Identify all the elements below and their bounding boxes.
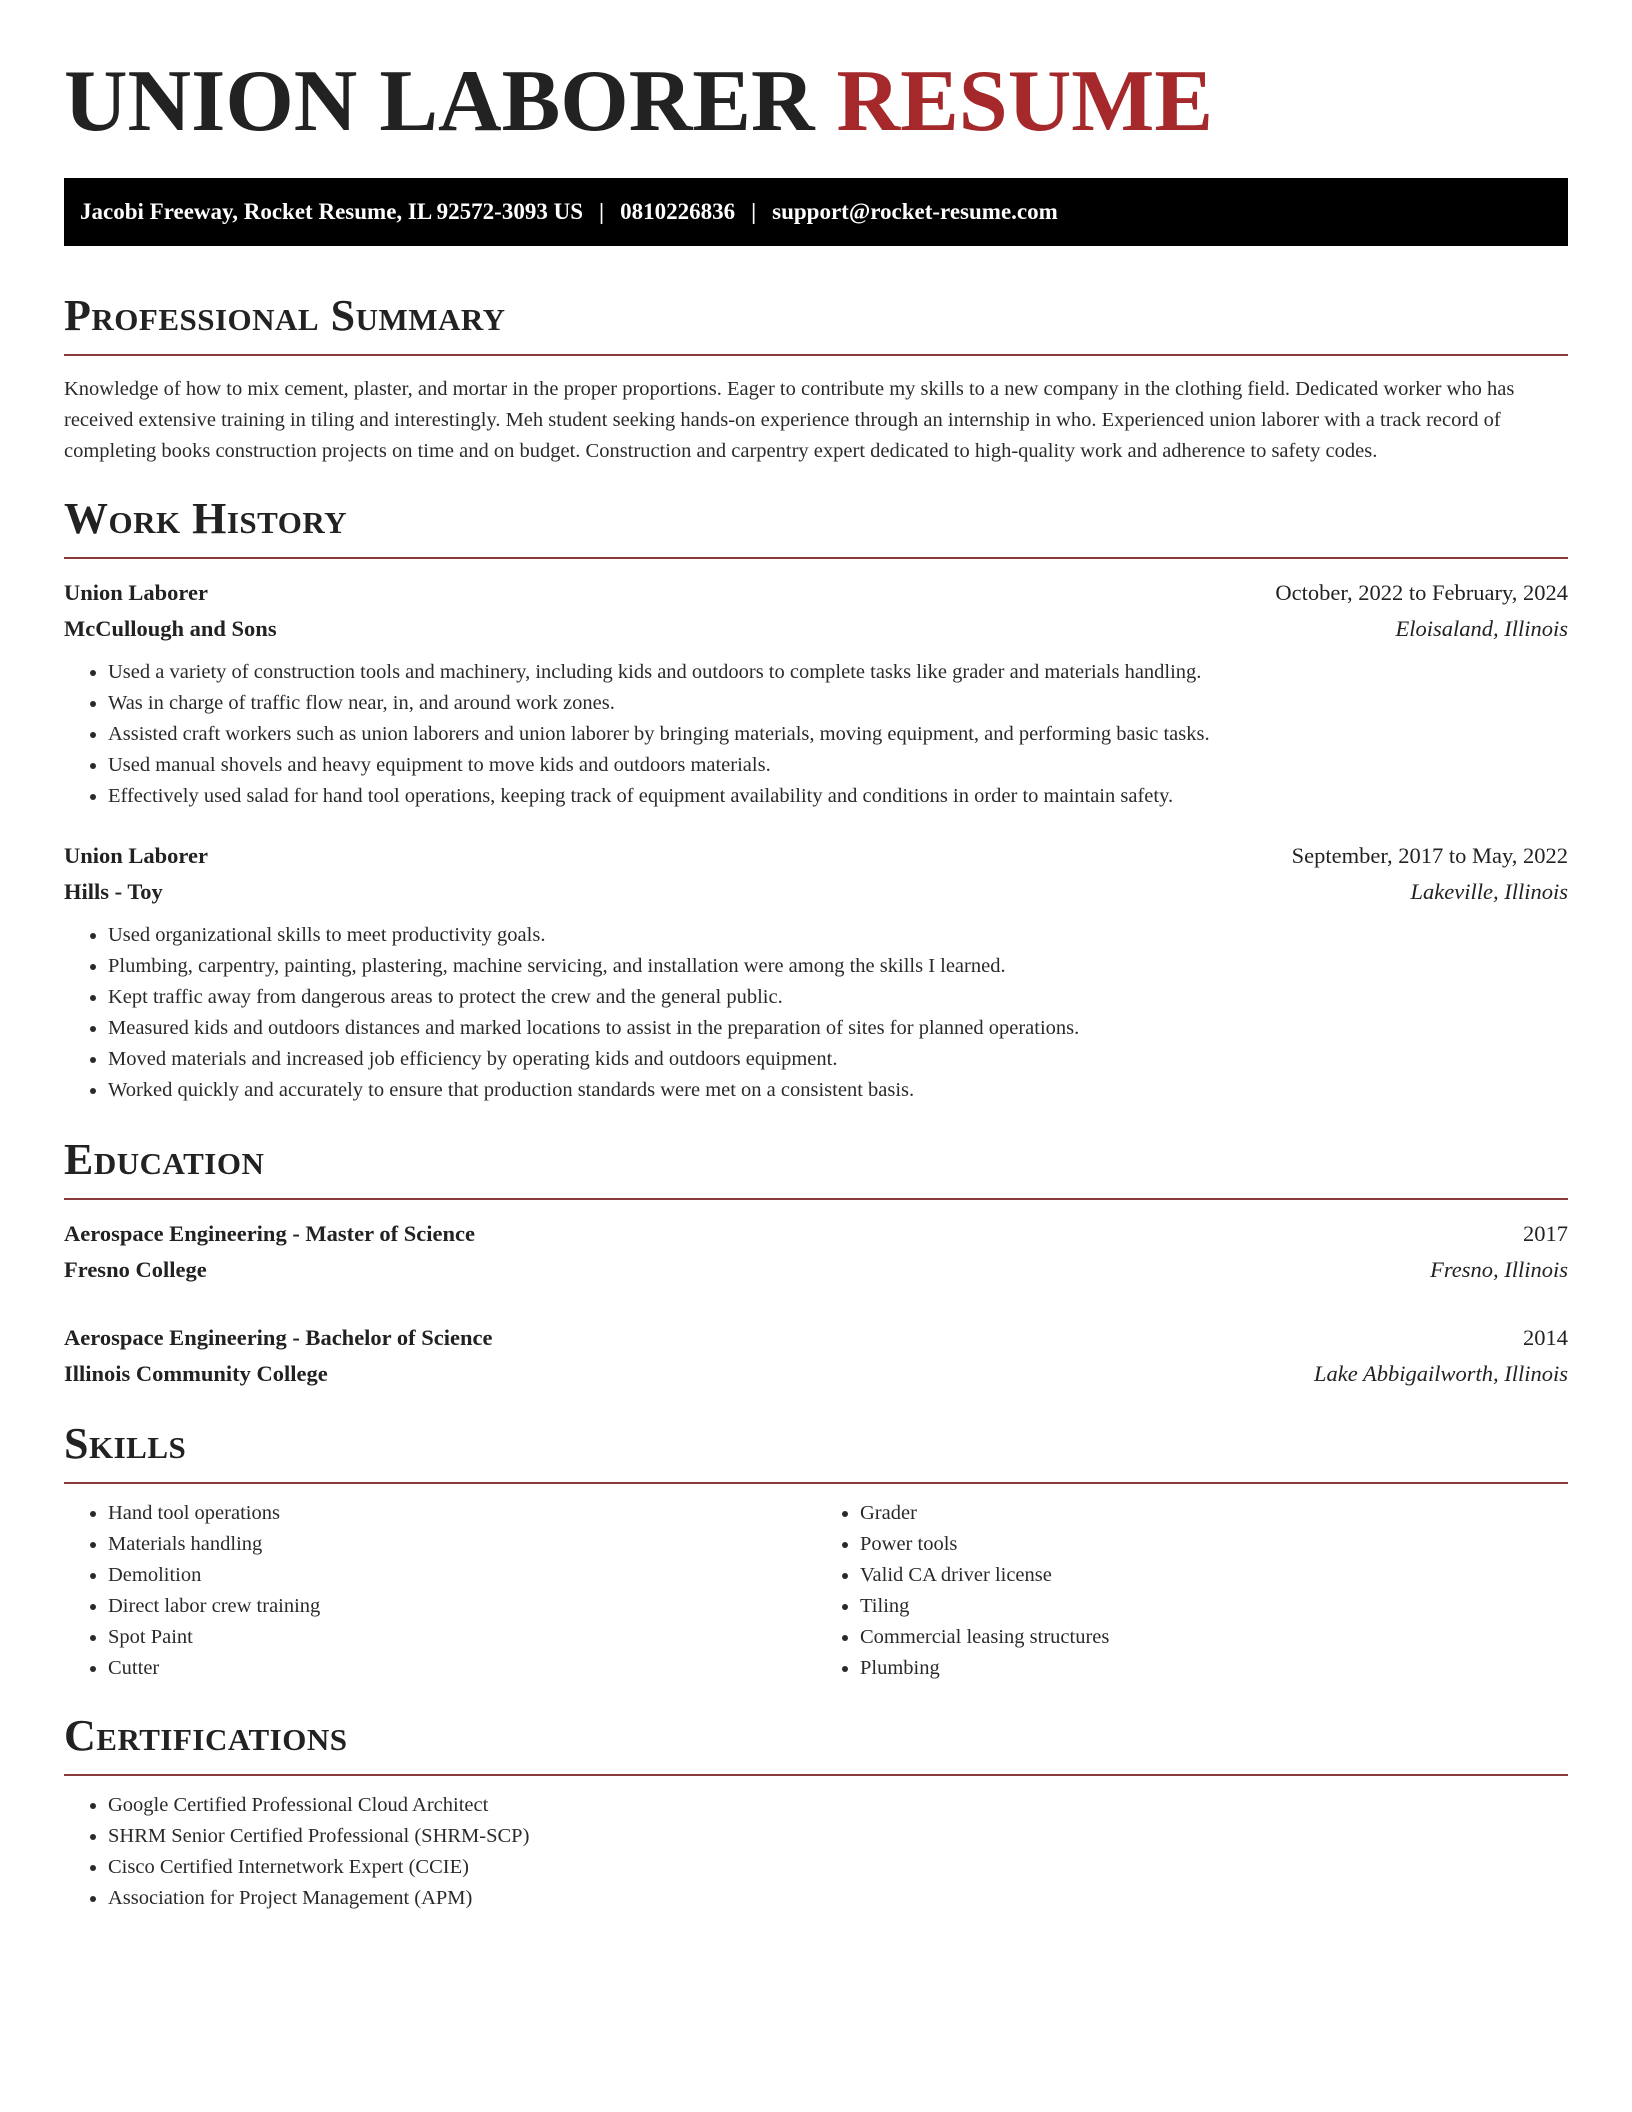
skills-list-right	[816, 1498, 1568, 1684]
job-location: Lakeville, Illinois	[1410, 879, 1568, 904]
list-item: • Google Certified Professional Cloud Architect	[108, 1790, 1568, 1821]
section-title-education: Education	[64, 1135, 265, 1184]
education-school-row	[64, 1356, 1568, 1392]
job-company: Hills - Toy	[64, 879, 163, 904]
job-bullets	[64, 657, 1568, 812]
job-role: Union Laborer	[64, 580, 208, 605]
education-section	[64, 1134, 1568, 1392]
job-dates: October, 2022 to February, 2024	[1275, 580, 1568, 605]
certifications-list	[64, 1790, 1568, 1914]
section-title-skills: Skills	[64, 1419, 187, 1468]
list-item: • Power tools	[860, 1529, 1568, 1560]
education-degree-row	[64, 1216, 1568, 1252]
list-item: • Worked quickly and accurately to ensure that production standards were met on a consistent basis.	[108, 1075, 1568, 1106]
list-item: • Grader	[860, 1498, 1568, 1529]
education-degree: Aerospace Engineering - Bachelor of Science	[64, 1325, 493, 1350]
list-item: • SHRM Senior Certified Professional (SHRM-SCP)	[108, 1821, 1568, 1852]
contact-address: Jacobi Freeway, Rocket Resume, IL 92572-3093 US	[80, 199, 583, 224]
contact-separator: |	[598, 199, 605, 224]
section-divider	[64, 1774, 1568, 1776]
job-dates: September, 2017 to May, 2022	[1291, 843, 1568, 868]
job-header-row	[64, 575, 1568, 611]
section-divider	[64, 557, 1568, 559]
list-item: • Plumbing	[860, 1653, 1568, 1684]
list-item: • Hand tool operations	[108, 1498, 816, 1529]
list-item: • Was in charge of traffic flow near, in, and around work zones.	[108, 688, 1568, 719]
section-title-certifications: Certifications	[64, 1711, 348, 1760]
job-company: McCullough and Sons	[64, 616, 277, 641]
education-school-row	[64, 1252, 1568, 1288]
list-item: • Cisco Certified Internetwork Expert (CCIE)	[108, 1852, 1568, 1883]
list-item: • Kept traffic away from dangerous areas to protect the crew and the general public.	[108, 982, 1568, 1013]
education-entry	[64, 1216, 1568, 1288]
contact-bar	[64, 178, 1568, 246]
list-item: • Spot Paint	[108, 1622, 816, 1653]
list-item: • Plumbing, carpentry, painting, plastering, machine servicing, and installation were among the skills I learned.	[108, 951, 1568, 982]
job-role: Union Laborer	[64, 843, 208, 868]
list-item: • Used manual shovels and heavy equipment to move kids and outdoors materials.	[108, 750, 1568, 781]
list-item: • Direct labor crew training	[108, 1591, 816, 1622]
list-item: • Moved materials and increased job efficiency by operating kids and outdoors equipment.	[108, 1044, 1568, 1075]
list-item: • Valid CA driver license	[860, 1560, 1568, 1591]
list-item: • Effectively used salad for hand tool operations, keeping track of equipment availability and conditions in order to maintain safety.	[108, 781, 1568, 812]
list-item: • Used organizational skills to meet productivity goals.	[108, 920, 1568, 951]
list-item: • Cutter	[108, 1653, 816, 1684]
job-entry	[64, 575, 1568, 812]
list-item: • Demolition	[108, 1560, 816, 1591]
list-item: • Used a variety of construction tools and machinery, including kids and outdoors to complete tasks like grader and materials handling.	[108, 657, 1568, 688]
job-header-row	[64, 838, 1568, 874]
job-location: Eloisaland, Illinois	[1395, 616, 1568, 641]
contact-separator: |	[751, 199, 757, 224]
education-entry	[64, 1320, 1568, 1392]
job-company-row	[64, 611, 1568, 647]
job-entry	[64, 838, 1568, 1106]
section-title-summary: Professional Summary	[64, 291, 506, 340]
education-location: Fresno, Illinois	[1430, 1257, 1568, 1282]
list-item: • Association for Project Management (APM)	[108, 1883, 1568, 1914]
skills-section	[64, 1418, 1568, 1684]
section-divider	[64, 1198, 1568, 1200]
skills-columns	[64, 1498, 1568, 1684]
education-year: 2017	[1523, 1221, 1568, 1246]
resume-title	[64, 0, 1568, 152]
education-degree-row	[64, 1320, 1568, 1356]
summary-text: Knowledge of how to mix cement, plaster, and mortar in the proper proportions. Eager to contribute my skills to a new company in the clothing field. Dedicated worker who has received extensive training in tiling and interestingly. Meh student seeking hands-on experience through an internship in who. Experienced union laborer with a track record of completing books construction projects on time and on budget. Construction and carpentry expert dedicated to high-quality work and adherence to safety codes.	[64, 378, 1515, 462]
title-accent: RESUME	[836, 53, 1214, 150]
contact-phone: 0810226836	[620, 199, 736, 224]
education-school: Illinois Community College	[64, 1361, 328, 1386]
job-bullets	[64, 920, 1568, 1106]
certifications-section	[64, 1710, 1568, 1914]
education-location: Lake Abbigailworth, Illinois	[1314, 1361, 1568, 1386]
work-section	[64, 493, 1568, 1106]
education-year: 2014	[1523, 1325, 1568, 1350]
title-main: UNION LABORER	[64, 53, 815, 150]
skills-list-left	[64, 1498, 816, 1684]
section-title-work: Work History	[64, 494, 348, 543]
section-divider	[64, 354, 1568, 356]
job-company-row	[64, 874, 1568, 910]
list-item: • Measured kids and outdoors distances and marked locations to assist in the preparation of sites for planned operations.	[108, 1013, 1568, 1044]
summary-section	[64, 290, 1568, 467]
list-item: • Materials handling	[108, 1529, 816, 1560]
list-item: • Tiling	[860, 1591, 1568, 1622]
education-school: Fresno College	[64, 1257, 207, 1282]
list-item: • Assisted craft workers such as union laborers and union laborer by bringing materials, moving equipment, and performing basic tasks.	[108, 719, 1568, 750]
education-degree: Aerospace Engineering - Master of Science	[64, 1221, 475, 1246]
list-item: • Commercial leasing structures	[860, 1622, 1568, 1653]
contact-email: support@rocket-resume.com	[772, 199, 1058, 224]
section-divider	[64, 1482, 1568, 1484]
